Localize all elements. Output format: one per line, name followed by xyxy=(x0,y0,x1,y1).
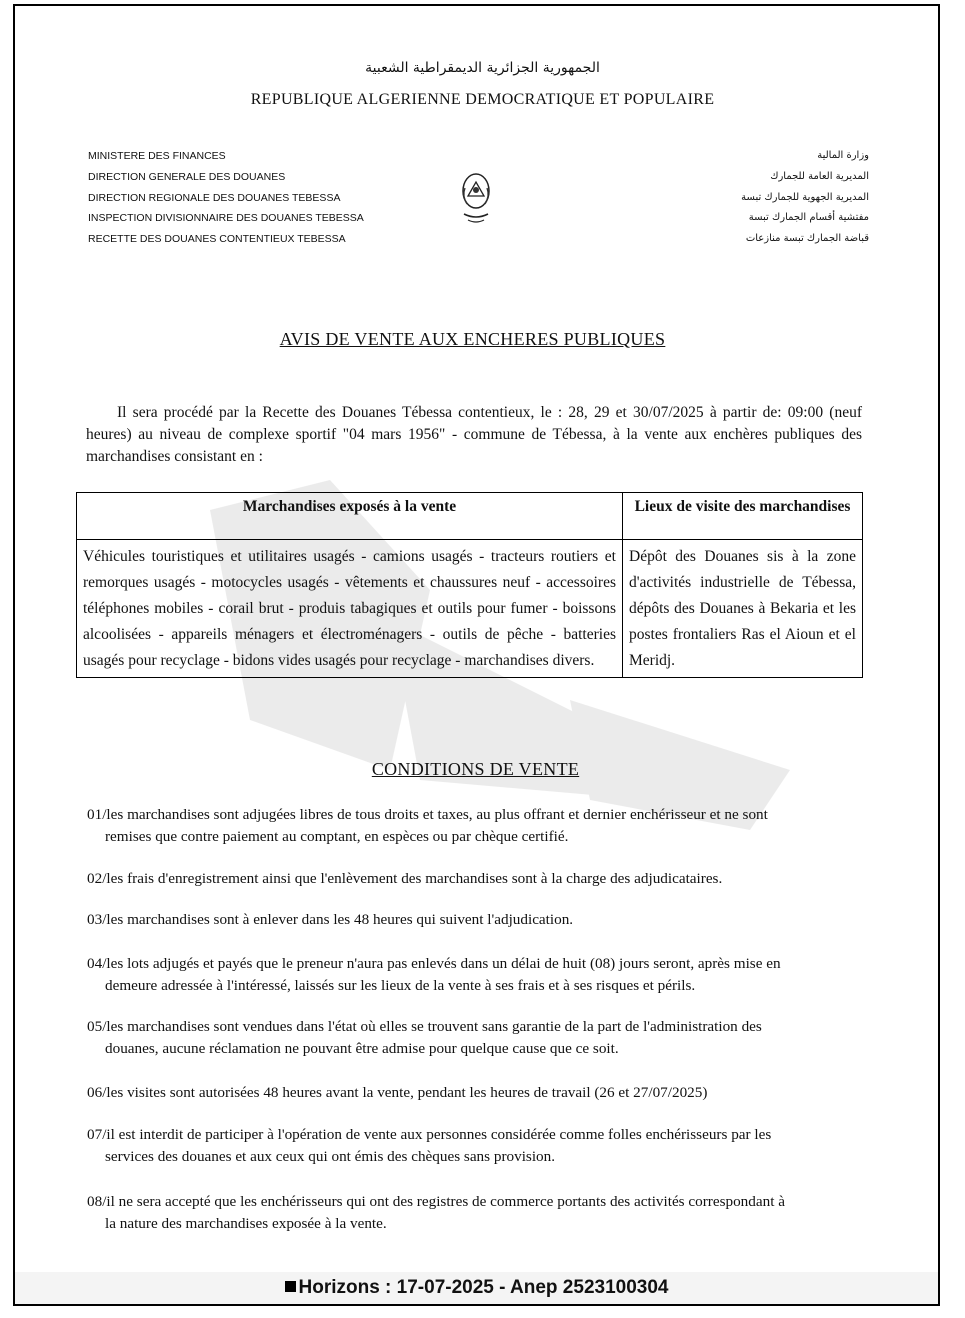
condition-item xyxy=(87,953,865,997)
condition-continuation: demeure adressée à l'intéressé, laissés sur les lieux de la vente à ses frais et à ses risques et périls. xyxy=(105,977,696,994)
footer-text: Horizons : 17-07-2025 - Anep 2523100304 xyxy=(298,1277,669,1298)
condition-item xyxy=(87,1124,865,1168)
condition-text: les marchandises sont adjugées libres de tous droits et taxes, au plus offrant et dernier enchérisseur et ne sont xyxy=(106,806,768,823)
condition-number: 02/ xyxy=(87,870,107,887)
notice-title: AVIS DE VENTE AUX ENCHERES PUBLIQUES xyxy=(279,329,666,349)
administration-left xyxy=(88,146,364,250)
table-row xyxy=(77,540,863,678)
intro-paragraph xyxy=(86,402,862,468)
french-republic-title: REPUBLIQUE ALGERIENNE DEMOCRATIQUE ET POPULAIRE xyxy=(250,91,715,108)
condition-item xyxy=(87,909,865,931)
condition-number: 06/ xyxy=(87,1084,107,1101)
administration-right xyxy=(741,146,869,250)
condition-item xyxy=(87,1191,865,1235)
condition-number: 04/ xyxy=(87,955,107,972)
admin-line-ar: مفتشية أقسام الجمارك تبسة xyxy=(748,212,869,224)
customs-emblem-icon xyxy=(456,166,496,236)
condition-number: 05/ xyxy=(87,1018,107,1035)
admin-line: RECETTE DES DOUANES CONTENTIEUX TEBESSA xyxy=(88,233,346,246)
condition-text: les lots adjugés et payés que le preneur n'aura pas enlevés dans un délai de huit (08) jours seront, après mise en xyxy=(106,955,781,972)
admin-line: MINISTERE DES FINANCES xyxy=(88,150,226,162)
goods-list-cell: Véhicules touristiques et utilitaires usagés - camions usagés - tracteurs routiers et remorques usagés - motocycles usagés - vêtements et chaussures neuf - accessoires téléphones mobiles - corail brut - produis tabagiques et outils pour fumer - boissons alcoolisées - appareils ménagers et électroménagers - outils de pêche - batteries usagés pour recyclage - bidons vides usagés pour recyclage - marchandises divers. xyxy=(77,540,623,678)
condition-text: les visites sont autorisées 48 heures avant la vente, pendant les heures de travail (26 et 27/07/2025) xyxy=(106,1084,708,1101)
conditions-title: CONDITIONS DE VENTE xyxy=(371,759,580,779)
condition-number: 01/ xyxy=(87,806,107,823)
condition-text: les marchandises sont vendues dans l'état où elles se trouvent sans garantie de la part de l'administration des xyxy=(106,1018,762,1035)
condition-continuation: douanes, aucune réclamation ne pouvant être admise pour quelque cause que ce soit. xyxy=(105,1040,619,1057)
condition-item xyxy=(87,868,865,890)
condition-text: il ne sera accepté que les enchérisseurs qui ont des registres de commerce portants des activités correspondant à xyxy=(106,1193,785,1210)
square-bullet-icon xyxy=(285,1281,296,1292)
condition-continuation: la nature des marchandises exposée à la vente. xyxy=(105,1215,387,1232)
admin-line-ar: وزارة المالية xyxy=(817,150,869,161)
admin-line: INSPECTION DIVISIONNAIRE DES DOUANES TEBESSA xyxy=(88,212,364,225)
condition-number: 03/ xyxy=(87,911,107,928)
visit-places-cell: Dépôt des Douanes sis à la zone d'activités industrielle de Tébessa, dépôts des Douanes à Bekaria et les postes frontaliers Ras el Aioun et el Meridj. xyxy=(623,540,863,678)
condition-continuation: services des douanes et aux ceux qui ont émis des chèques sans provision. xyxy=(105,1148,556,1165)
condition-item xyxy=(87,1082,865,1104)
admin-line-ar: المديرية العامة للجمارك xyxy=(770,170,869,182)
condition-text: il est interdit de participer à l'opération de vente aux personnes considérée comme folles enchérisseurs par les xyxy=(106,1126,772,1143)
admin-line-ar: قباضة الجمارك تبسة منازعات xyxy=(745,233,869,245)
admin-line-ar: المديرية الجهوية للجمارك تبسة xyxy=(741,191,869,203)
intro-text: Il sera procédé par la Recette des Douanes Tébessa contentieux, le : 28, 29 et 30/07/2025 à partir de: 09:00 (neuf heures) au niveau de complexe sportif "04 mars 1956" - commune de Tébessa, à la vente aux enchères publiques des marchandises consistant en : xyxy=(86,404,862,465)
admin-line: DIRECTION REGIONALE DES DOUANES TEBESSA xyxy=(88,191,341,204)
arabic-republic-title: الجمهورية الجزائرية الديمقراطية الشعبية xyxy=(365,60,600,76)
goods-column-header: Marchandises exposés à la vente xyxy=(77,493,623,540)
visit-column-header: Lieux de visite des marchandises xyxy=(623,493,863,540)
condition-continuation: remises que contre paiement au comptant, en espèces ou par chèque certifié. xyxy=(105,828,569,845)
condition-item xyxy=(87,1016,865,1060)
condition-number: 07/ xyxy=(87,1126,107,1143)
admin-line: DIRECTION GENERALE DES DOUANES xyxy=(88,170,286,183)
condition-item xyxy=(87,804,865,848)
goods-table xyxy=(76,492,863,678)
condition-text: les frais d'enregistrement ainsi que l'enlèvement des marchandises sont à la charge des adjudicataires. xyxy=(106,870,723,887)
condition-number: 08/ xyxy=(87,1193,107,1210)
table-header-row xyxy=(77,493,863,540)
publication-footer xyxy=(15,1272,938,1304)
condition-text: les marchandises sont à enlever dans les 48 heures qui suivent l'adjudication. xyxy=(106,911,574,928)
